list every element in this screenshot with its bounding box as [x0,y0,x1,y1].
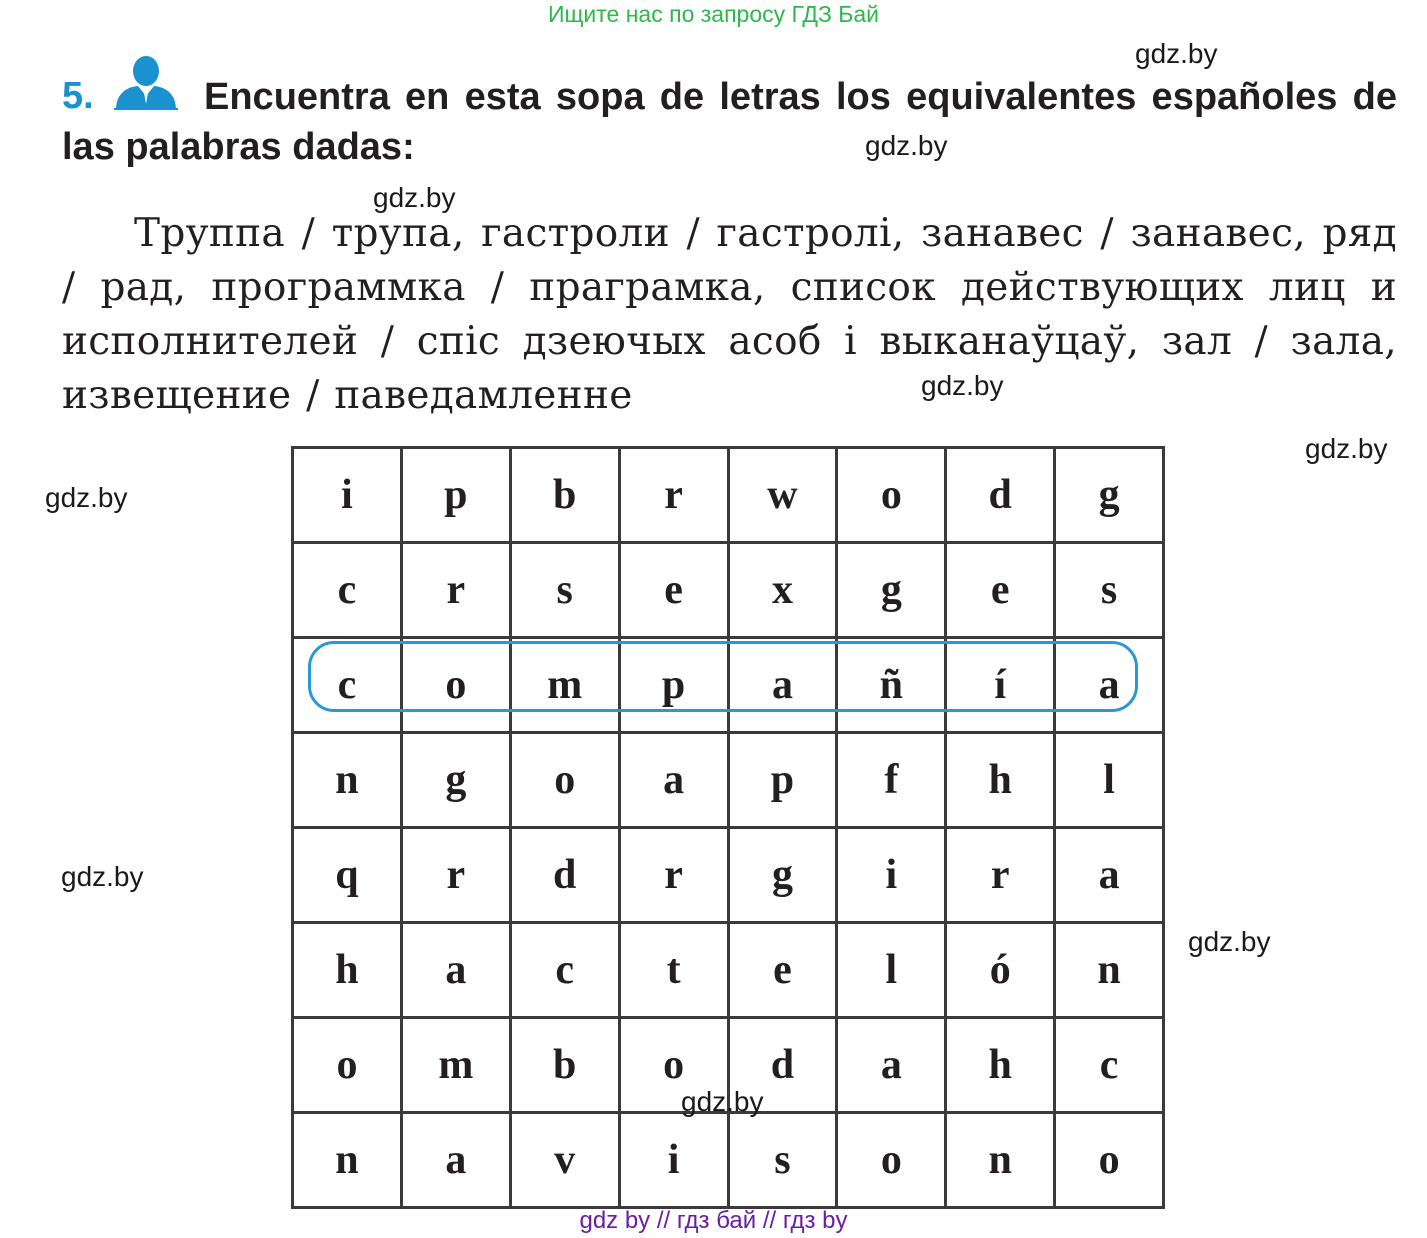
grid-cell: p [401,448,510,543]
grid-cell: x [728,543,837,638]
grid-cell: g [837,543,946,638]
grid-cell: c [510,923,619,1018]
grid-row [293,828,1164,923]
exercise-number: 5. [62,75,94,117]
grid-cell: g [1055,448,1164,543]
grid-row [293,923,1164,1018]
footer-links: gdz by // гдз бай // гдз by [579,1207,848,1234]
grid-cell: n [1055,923,1164,1018]
grid-cell: d [510,828,619,923]
grid-cell: b [510,448,619,543]
grid-cell: r [619,448,728,543]
grid-cell: o [837,448,946,543]
grid-cell: s [1055,543,1164,638]
grid-row [293,448,1164,543]
grid-cell: v [510,1113,619,1208]
top-banner: Ищите нас по запросу ГДЗ Бай [547,1,880,27]
grid-cell: d [946,448,1055,543]
grid-cell: a [837,1018,946,1113]
grid-cell: s [728,1113,837,1208]
watermark: gdz.by [45,482,128,513]
grid-cell: o [1055,1113,1164,1208]
watermark: gdz.by [373,182,456,213]
grid-cell: a [1055,828,1164,923]
grid-cell: n [946,1113,1055,1208]
grid-cell: h [946,733,1055,828]
grid-cell: o [837,1113,946,1208]
exercise-heading: Encuentra en esta sopa de letras los equivalentes españoles de las palabras dadas: [62,76,1397,168]
word-list: Труппа / трупа, гастроли / гастролі, занавес / занавес, ряд / рад, программка / праграмка, список действующих лиц и исполнителей / спіс дзеючых асоб і выканаўцаў, зал / зала, извещение / паведамленне [62,211,1397,418]
grid-cell: ñ [837,638,946,733]
grid-cell: b [510,1018,619,1113]
grid-cell: p [728,733,837,828]
grid-cell: e [619,543,728,638]
grid-cell: s [510,543,619,638]
grid-cell: g [728,828,837,923]
grid-cell: i [619,1113,728,1208]
grid-cell: o [619,1018,728,1113]
grid-cell: o [293,1018,402,1113]
grid-cell: f [837,733,946,828]
watermark: gdz.by [921,370,1004,401]
grid-cell: r [401,543,510,638]
watermark: gdz.by [681,1086,764,1117]
word-search-grid [291,446,1165,1183]
grid-cell: o [510,733,619,828]
watermark: gdz.by [865,130,948,161]
grid-cell: p [619,638,728,733]
grid-cell: n [293,1113,402,1208]
watermark: gdz.by [1305,433,1388,464]
grid-cell: r [946,828,1055,923]
grid-cell: a [728,638,837,733]
grid-cell: g [401,733,510,828]
grid-cell: a [401,923,510,1018]
grid-cell: m [510,638,619,733]
grid-cell: n [293,733,402,828]
watermark: gdz.by [1135,38,1218,69]
grid-cell: e [728,923,837,1018]
grid-cell: h [293,923,402,1018]
grid-cell: o [401,638,510,733]
grid-cell: m [401,1018,510,1113]
grid-cell: d [728,1018,837,1113]
grid-row [293,733,1164,828]
grid-cell: l [1055,733,1164,828]
grid-cell: h [946,1018,1055,1113]
grid-cell: l [837,923,946,1018]
watermark: gdz.by [61,861,144,892]
watermark: gdz.by [1188,926,1271,957]
grid-cell: c [293,638,402,733]
grid-cell: a [619,733,728,828]
grid-cell: c [1055,1018,1164,1113]
grid-cell: ó [946,923,1055,1018]
grid-cell: i [293,448,402,543]
grid-cell: r [619,828,728,923]
grid-row [293,1113,1164,1208]
grid-cell: i [837,828,946,923]
grid-cell: a [401,1113,510,1208]
grid-cell: e [946,543,1055,638]
grid-row [293,543,1164,638]
grid-cell: í [946,638,1055,733]
grid-cell: a [1055,638,1164,733]
grid-cell: r [401,828,510,923]
grid-cell: t [619,923,728,1018]
grid-cell: q [293,828,402,923]
grid-row [293,638,1164,733]
grid-cell: c [293,543,402,638]
grid-cell: w [728,448,837,543]
